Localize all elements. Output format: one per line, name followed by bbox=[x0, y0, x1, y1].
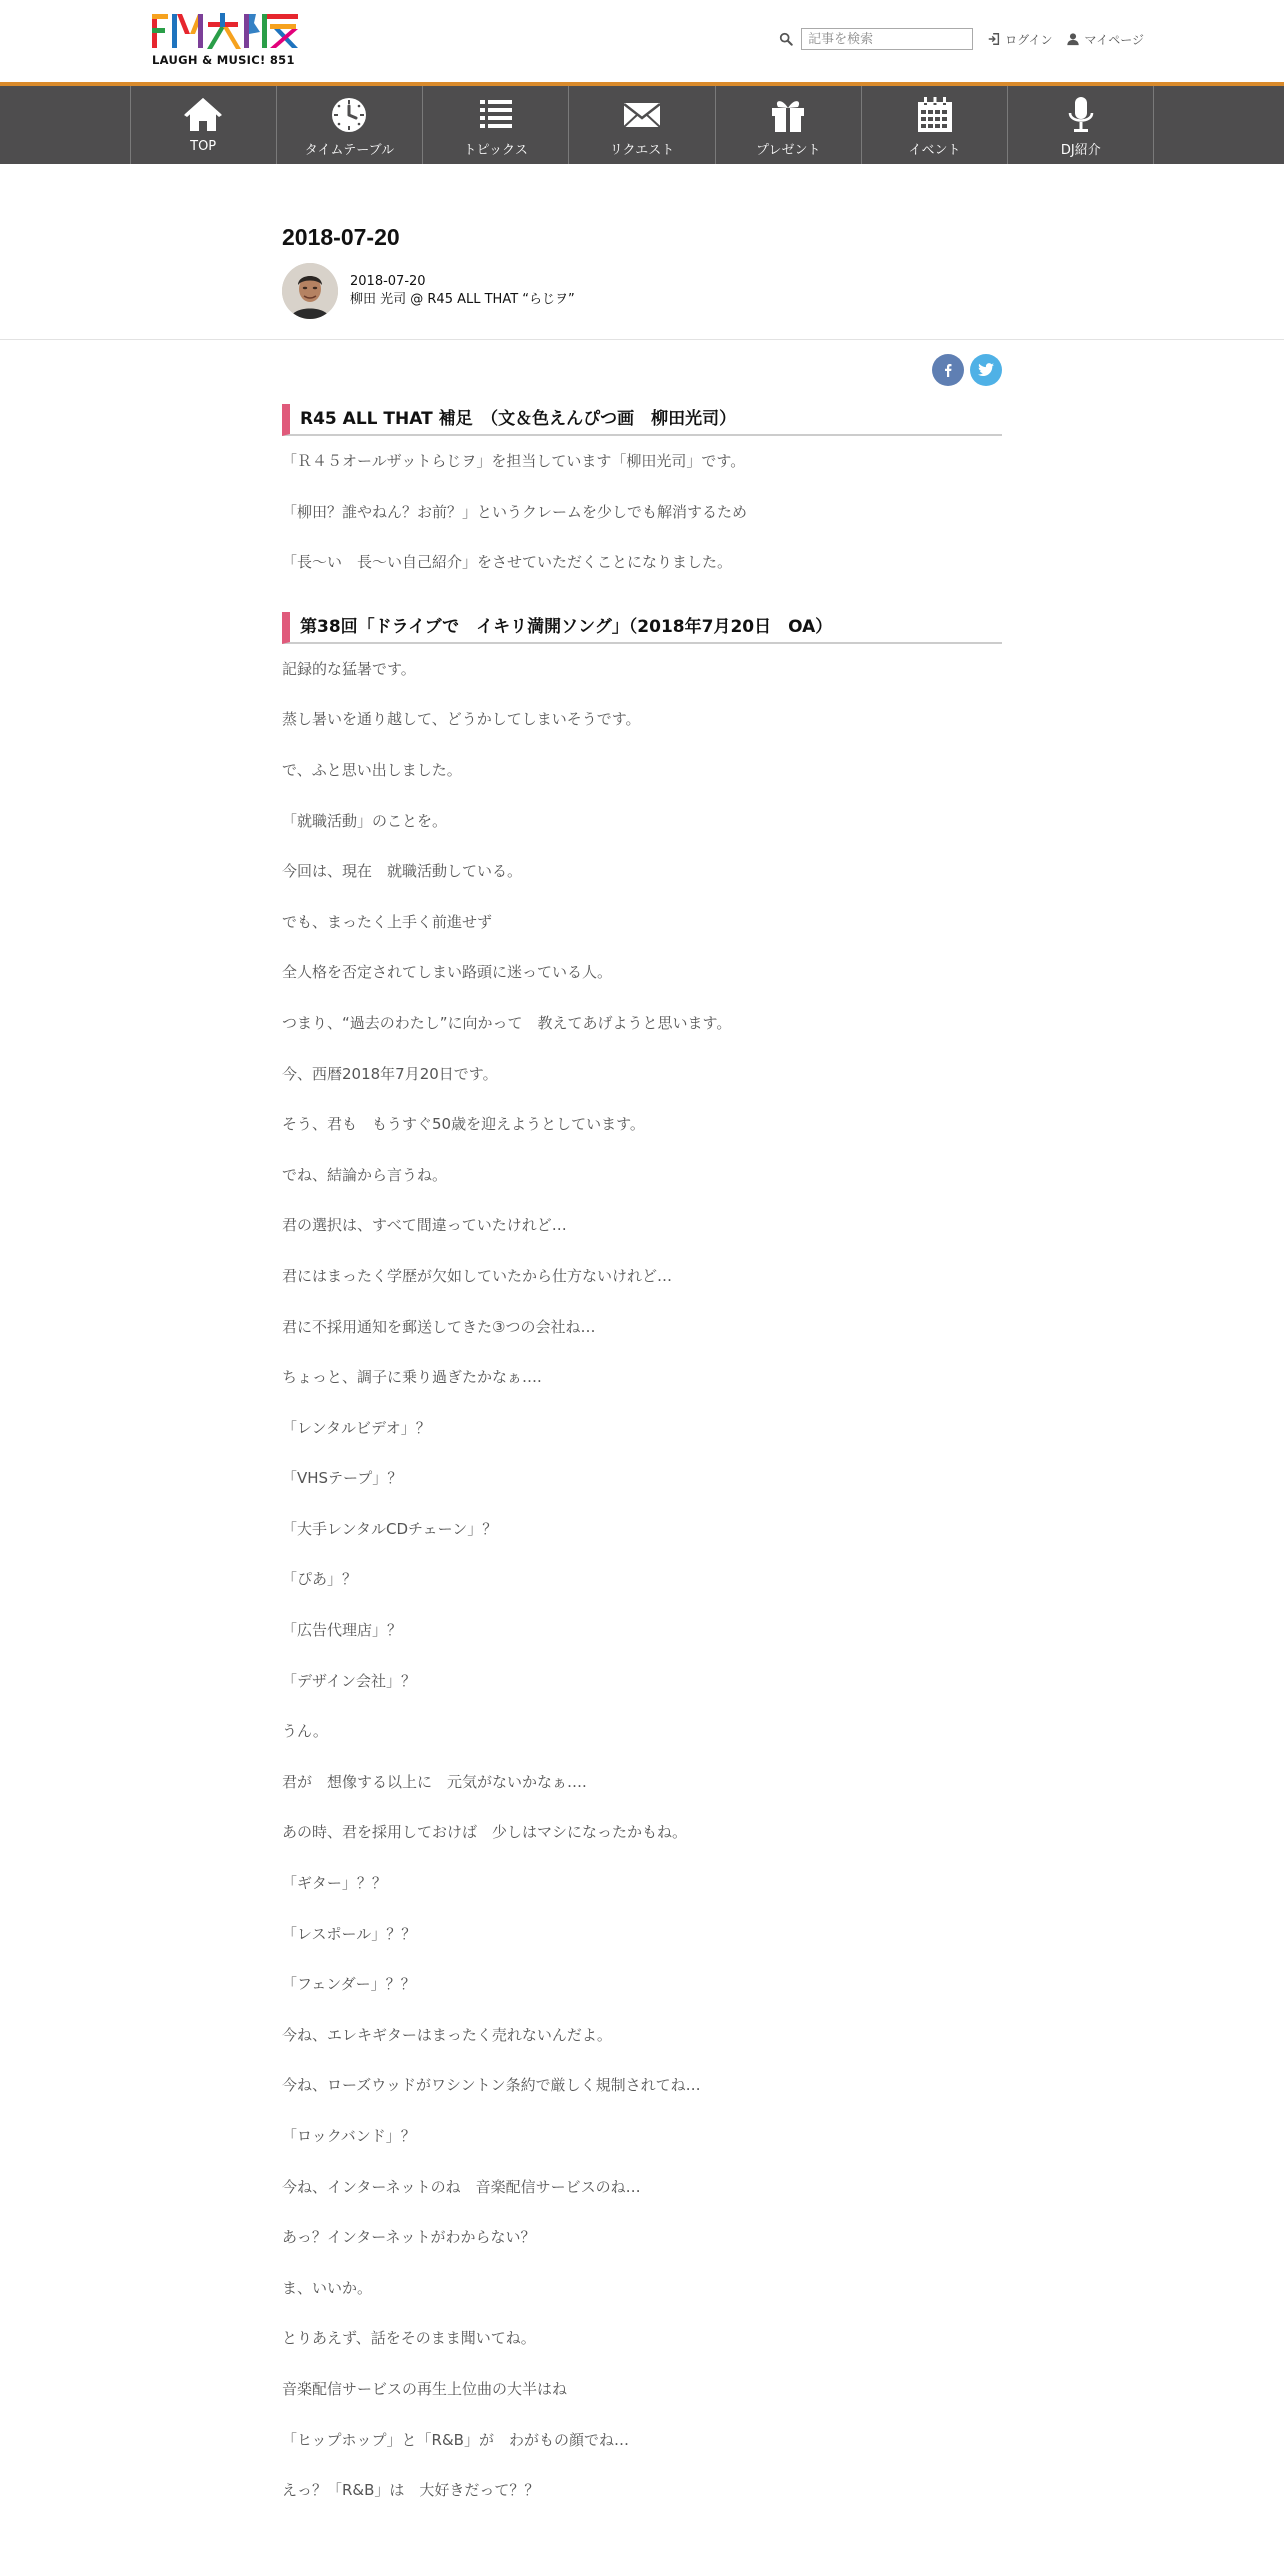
twitter-share-button[interactable] bbox=[970, 354, 1002, 386]
paragraph: ま、いいか。 bbox=[282, 2278, 373, 2297]
nav-label-topics: トピックス bbox=[463, 143, 528, 158]
paragraph: 「ギター」？？ bbox=[282, 1874, 387, 1893]
gift-icon bbox=[768, 96, 808, 134]
nav-item-topics[interactable] bbox=[423, 86, 569, 164]
login-label: ログイン bbox=[1005, 32, 1053, 47]
nav-label-event: イベント bbox=[908, 143, 961, 158]
nav-label-request: リクエスト bbox=[609, 143, 675, 158]
microphone-icon bbox=[1061, 96, 1101, 134]
logo-graphic bbox=[152, 12, 302, 52]
paragraph: ちょっと、調子に乗り過ぎたかなぁ…. bbox=[282, 1368, 542, 1387]
paragraph: つまり、“過去のわたし”に向かって 教えてあげようと思います。 bbox=[282, 1013, 732, 1032]
paragraph: 「フェンダー」？？ bbox=[282, 1975, 416, 1994]
paragraph: 記録的な猛暑です。 bbox=[282, 659, 416, 678]
mypage-link[interactable] bbox=[1066, 31, 1144, 48]
paragraph: えっ？「R&B」は 大好きだって？？ bbox=[282, 2481, 540, 2500]
section-heading-episode: 第38回「ドライブで イキリ満開ソング」（2018年7月20日 OA） bbox=[282, 612, 1002, 644]
paragraph: とりあえず、話をそのまま聞いてね。 bbox=[282, 2329, 536, 2348]
episode-paragraphs bbox=[282, 658, 1002, 2530]
nav-label-dj: DJ紹介 bbox=[1060, 143, 1101, 158]
paragraph: 「長～い 長～い自己紹介」をさせていただくことになりました。 bbox=[282, 553, 733, 572]
author-avatar[interactable] bbox=[282, 263, 338, 319]
search-box bbox=[779, 28, 973, 50]
paragraph: 今ね、エレキギターはまったく売れないんだよ。 bbox=[282, 2025, 612, 2044]
home-icon bbox=[183, 96, 223, 134]
nav-item-timetable[interactable] bbox=[277, 86, 423, 164]
paragraph: 「広告代理店」？ bbox=[282, 1621, 403, 1640]
logo-mark bbox=[152, 12, 302, 50]
login-icon bbox=[987, 32, 1001, 46]
global-nav bbox=[0, 86, 1284, 164]
paragraph: 君にはまったく学歴が欠如していたから仕方ないけれど… bbox=[282, 1266, 673, 1285]
paragraph: 「VHSテープ」？ bbox=[282, 1469, 403, 1488]
nav-label-top: TOP bbox=[190, 139, 217, 154]
section-heading-intro: R45 ALL THAT 補足 （文＆色えんぴつ画 柳田光司） bbox=[282, 404, 1002, 436]
nav-item-event[interactable] bbox=[862, 86, 1008, 164]
nav-item-top[interactable] bbox=[131, 86, 277, 164]
paragraph: 今ね、ローズウッドがワシントン条約で厳しく規制されてね… bbox=[282, 2076, 701, 2095]
paragraph: 君に不採用通知を郵送してきた③つの会社ね… bbox=[282, 1317, 596, 1336]
envelope-icon bbox=[622, 96, 662, 134]
paragraph: 「Ｒ４５オールザットらじヲ」を担当しています「柳田光司」です。 bbox=[282, 452, 746, 470]
nav-item-present[interactable] bbox=[716, 86, 862, 164]
paragraph: 「ヒップホップ」と「R&B」が わがもの顔でね… bbox=[282, 2430, 629, 2449]
nav-item-dj[interactable] bbox=[1008, 86, 1154, 164]
avatar-photo bbox=[282, 263, 338, 319]
paragraph: 「ぴあ」？ bbox=[282, 1570, 358, 1589]
calendar-icon bbox=[915, 96, 955, 134]
paragraph: 音楽配信サービスの再生上位曲の大半はね bbox=[282, 2379, 568, 2398]
nav-label-present: プレゼント bbox=[756, 143, 821, 158]
paragraph: 「デザイン会社」？ bbox=[282, 1671, 416, 1690]
author-meta bbox=[350, 273, 575, 309]
paragraph: 君が 想像する以上に 元気がないかなぁ…. bbox=[282, 1772, 587, 1791]
login-link[interactable] bbox=[987, 31, 1052, 48]
paragraph: 今ね、インターネットのね 音楽配信サービスのね… bbox=[282, 2177, 641, 2196]
paragraph: でも、まったく上手く前進せず bbox=[282, 912, 493, 931]
paragraph: でね、結論から言うね。 bbox=[282, 1165, 448, 1184]
article-body bbox=[282, 404, 1002, 2530]
intro-paragraphs bbox=[282, 450, 1002, 602]
paragraph: 「レンタルビデオ」？ bbox=[282, 1418, 431, 1437]
share-buttons bbox=[282, 354, 1002, 386]
facebook-icon bbox=[941, 363, 955, 377]
site-header bbox=[0, 0, 1284, 86]
paragraph: あの時、君を採用しておけば 少しはマシになったかもね。 bbox=[282, 1823, 688, 1842]
header-divider bbox=[0, 339, 1284, 340]
nav-label-timetable: タイムテーブル bbox=[304, 143, 395, 158]
article-title: 2018-07-20 bbox=[282, 224, 400, 250]
paragraph: 「就職活動」のことを。 bbox=[282, 811, 448, 830]
clock-icon bbox=[329, 96, 369, 134]
nav-bar bbox=[130, 86, 1155, 164]
mypage-label: マイページ bbox=[1084, 32, 1144, 47]
paragraph: 君の選択は、すべて間違っていたけれど… bbox=[282, 1216, 567, 1235]
list-icon bbox=[476, 96, 516, 134]
paragraph: そう、君も もうすぐ50歳を迎えようとしています。 bbox=[282, 1115, 645, 1134]
paragraph: 今回は、現在 就職活動している。 bbox=[282, 862, 523, 881]
paragraph: 「レスポール」？？ bbox=[282, 1924, 417, 1943]
header-tools bbox=[779, 28, 1144, 50]
paragraph: で、ふと思い出しました。 bbox=[282, 760, 462, 779]
paragraph: 今、西暦2018年7月20日です。 bbox=[282, 1064, 498, 1083]
author-name[interactable]: 柳田 光司 @ R45 ALL THAT “らじヲ” bbox=[350, 292, 575, 307]
facebook-share-button[interactable] bbox=[932, 354, 964, 386]
site-logo[interactable] bbox=[152, 12, 302, 72]
nav-item-request[interactable] bbox=[569, 86, 715, 164]
paragraph: 全人格を否定されてしまい路頭に迷っている人。 bbox=[282, 963, 613, 982]
search-input[interactable] bbox=[801, 28, 973, 50]
paragraph: 蒸し暑いを通り越して、どうかしてしまいそうです。 bbox=[282, 710, 641, 729]
meta-date: 2018-07-20 bbox=[350, 274, 426, 289]
search-icon[interactable] bbox=[779, 32, 793, 46]
paragraph: うん。 bbox=[282, 1722, 328, 1741]
paragraph: 「大手レンタルCDチェーン」？ bbox=[282, 1519, 498, 1538]
paragraph: 「柳田？誰やねん？お前？」というクレームを少しでも解消するため bbox=[282, 502, 748, 521]
twitter-icon bbox=[978, 363, 994, 377]
paragraph: 「ロックバンド」？ bbox=[282, 2127, 416, 2145]
author-row bbox=[282, 263, 1002, 319]
logo-tagline: LAUGH & MUSIC! 851 bbox=[152, 53, 295, 67]
article-header bbox=[282, 164, 1002, 319]
paragraph: あっ？インターネットがわからない？ bbox=[282, 2228, 536, 2247]
user-icon bbox=[1066, 32, 1080, 46]
